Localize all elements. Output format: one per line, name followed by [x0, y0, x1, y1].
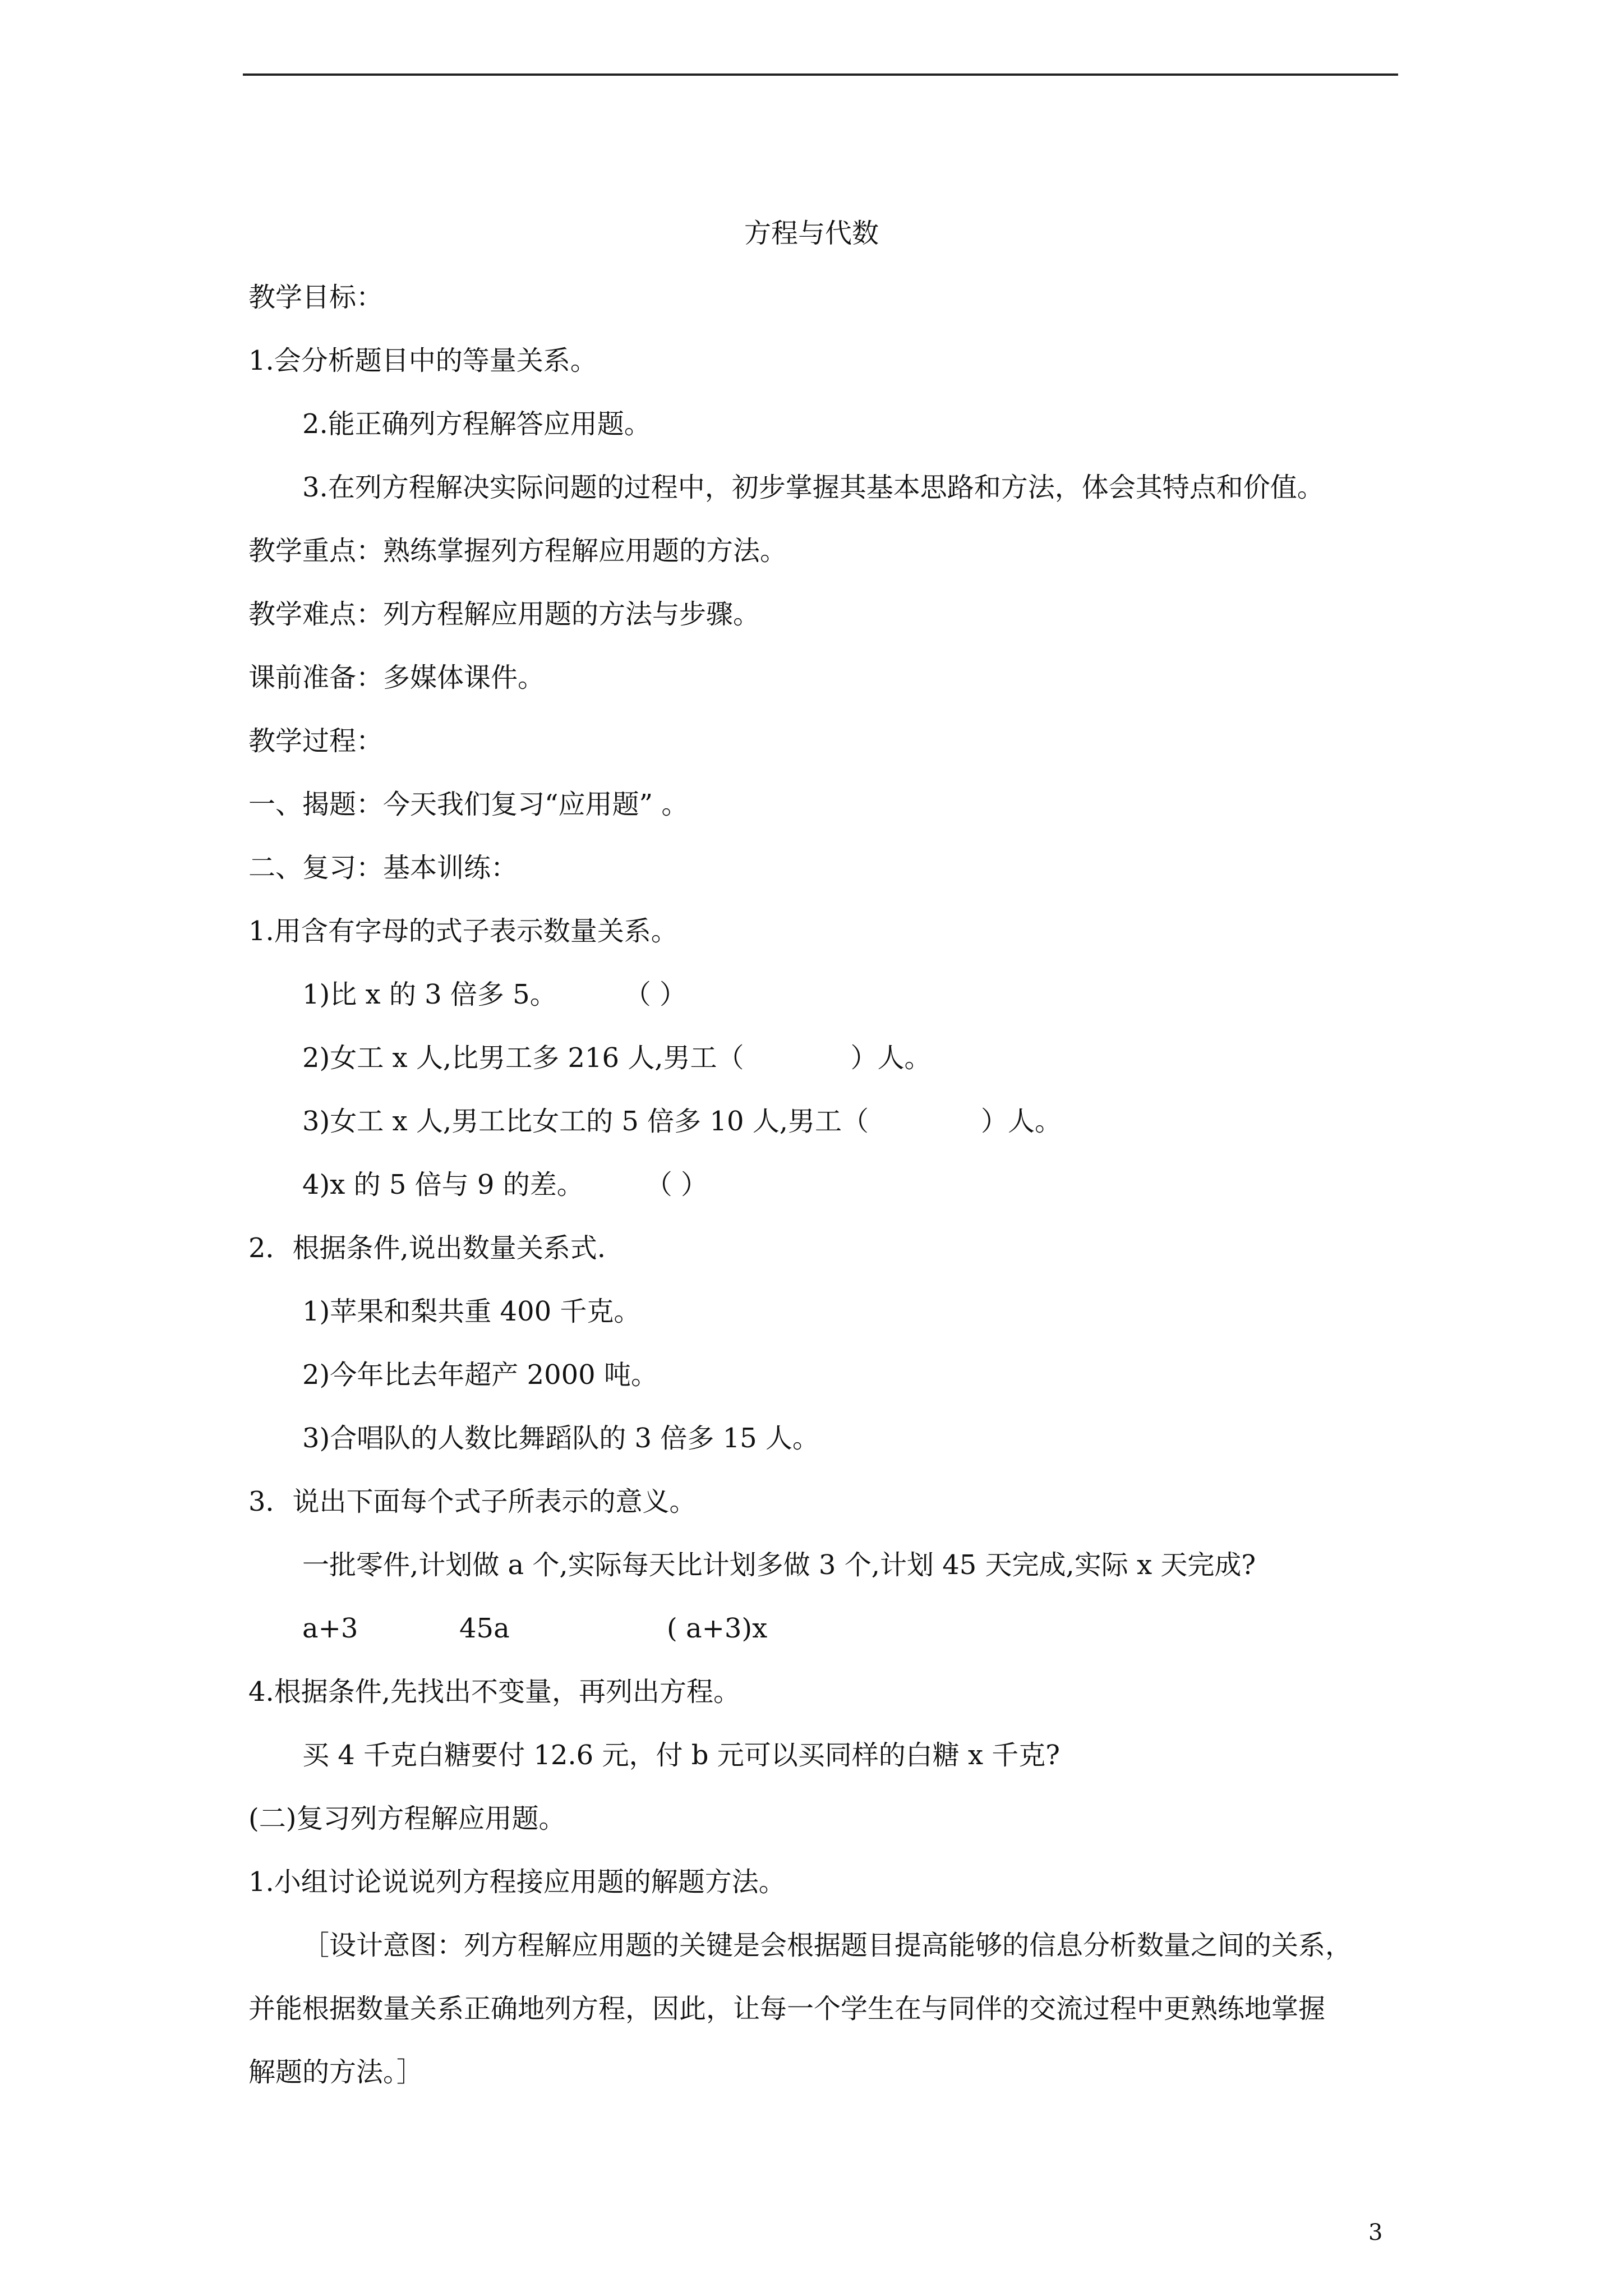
- q3-heading: 3．说出下面每个式子所表示的意义。: [248, 1486, 697, 1517]
- q1-item-text: 2)女工 x 人,比男工多 216 人,男工（: [302, 1042, 744, 1074]
- page-number: 3: [1368, 2220, 1383, 2246]
- q2-item-1: 1)苹果和梨共重 400 千克。: [302, 1296, 641, 1327]
- design-note-line-2: 并能根据数量关系正确地列方程，因此，让每一个学生在与同伴的交流过程中更熟练地掌握: [248, 1993, 1326, 2024]
- q1-heading: 1.用含有字母的式子表示数量关系。: [248, 915, 678, 947]
- difficulty: 教学难点：列方程解应用题的方法与步骤。: [248, 599, 760, 630]
- q1-item-text: 1)比 x 的 3 倍多 5。: [302, 979, 557, 1010]
- objective-2: 2.能正确列方程解答应用题。: [302, 408, 651, 440]
- q1-item-3: [248, 1098, 1398, 1161]
- document-body: [248, 274, 1398, 2112]
- q1-item-text: 4)x 的 5 倍与 9 的差。: [302, 1169, 584, 1200]
- q1-item-1: [248, 971, 1398, 1034]
- header-rule: [243, 73, 1398, 76]
- objective-3: 3.在列方程解决实际问题的过程中，初步掌握其基本思路和方法，体会其特点和价值。: [302, 472, 1324, 503]
- part2-heading: (二)复习列方程解应用题。: [248, 1803, 566, 1834]
- expression-3: ( a+3)x: [667, 1613, 768, 1644]
- q3-problem: 一批零件,计划做 a 个,实际每天比计划多做 3 个,计划 45 天完成,实际 x 天完成?: [302, 1549, 1256, 1581]
- q1-item-blank: （ ）: [645, 1169, 708, 1200]
- document-title: 方程与代数: [744, 218, 879, 249]
- section-1: 一、揭题：今天我们复习“应用题” 。: [248, 789, 689, 820]
- q1-item-blank: ）人。: [850, 1042, 932, 1074]
- q2-item-2: 2)今年比去年超产 2000 吨。: [302, 1359, 658, 1391]
- q1-item-4: [248, 1161, 1398, 1225]
- objective-1: 1.会分析题目中的等量关系。: [248, 345, 597, 376]
- process-heading: 教学过程：: [248, 725, 384, 757]
- objectives-heading: 教学目标：: [248, 282, 384, 313]
- key-point: 教学重点：熟练掌握列方程解应用题的方法。: [248, 535, 787, 567]
- q1-item-blank: （ ）: [624, 979, 686, 1010]
- part2-item-1: 1.小组讨论说说列方程接应用题的解题方法。: [248, 1866, 786, 1898]
- q1-item-text: 3)女工 x 人,男工比女工的 5 倍多 10 人,男工（: [302, 1106, 869, 1137]
- section-2: 二、复习：基本训练：: [248, 852, 518, 884]
- q1-item-blank: ）人。: [981, 1106, 1062, 1137]
- q3-expressions: [248, 1605, 1398, 1668]
- preparation: 课前准备：多媒体课件。: [248, 662, 545, 693]
- q4-problem: 买 4 千克白糖要付 12.6 元，付 b 元可以买同样的白糖 x 千克?: [302, 1740, 1061, 1771]
- design-note-line-3: 解题的方法。］: [248, 2056, 424, 2088]
- q2-heading: 2．根据条件,说出数量关系式.: [248, 1232, 606, 1264]
- expression-1: a+3: [302, 1613, 358, 1644]
- q1-item-2: [248, 1034, 1398, 1098]
- q2-item-3: 3)合唱队的人数比舞蹈队的 3 倍多 15 人。: [302, 1423, 819, 1454]
- q4-heading: 4.根据条件,先找出不变量，再列出方程。: [248, 1676, 741, 1708]
- design-note-line-1: ［设计意图：列方程解应用题的关键是会根据题目提高能够的信息分析数量之间的关系，: [302, 1930, 1353, 1961]
- expression-2: 45a: [459, 1613, 510, 1644]
